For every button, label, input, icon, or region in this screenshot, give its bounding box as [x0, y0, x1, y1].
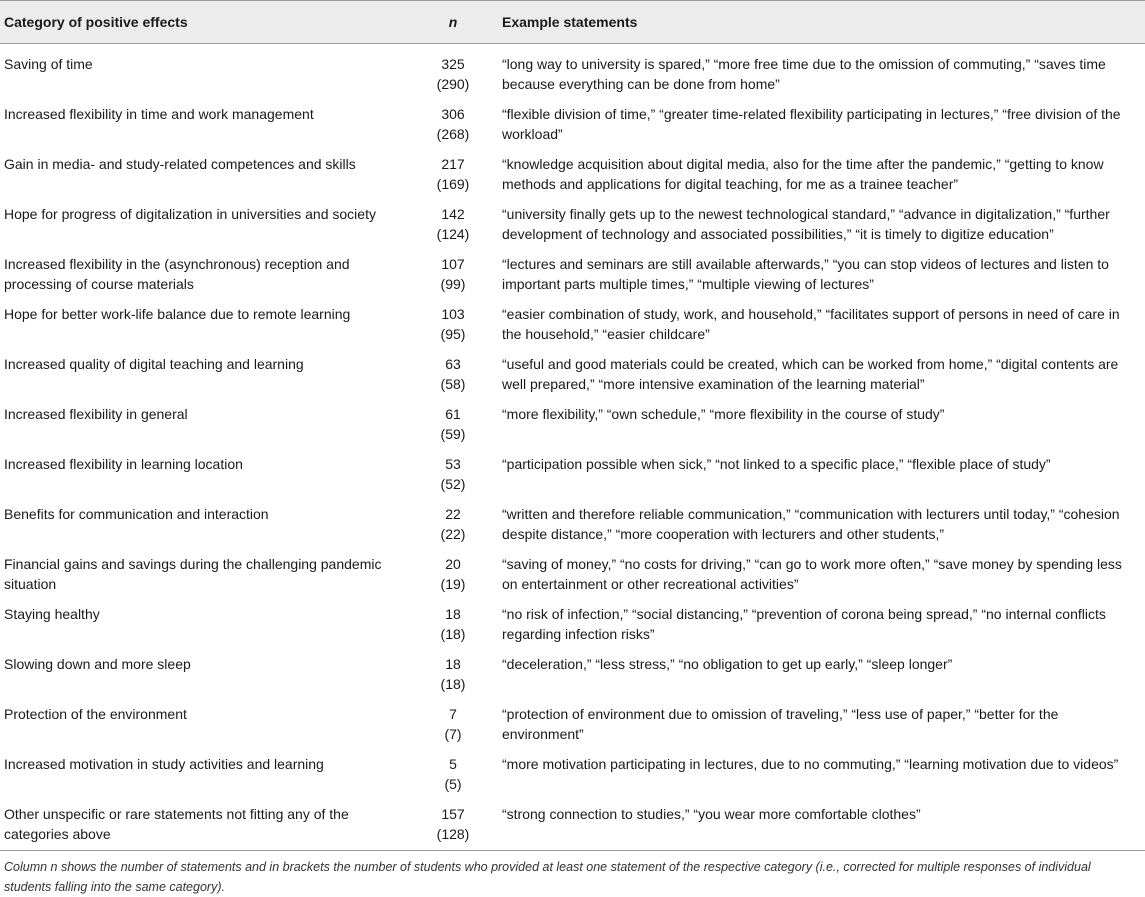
category-cell: Increased flexibility in time and work management	[4, 106, 314, 122]
examples-cell: “knowledge acquisition about digital media, also for the time after the pandemic,” “getting to know methods and applications for digital teaching, for me as a trainee teacher”	[502, 156, 1104, 192]
category-cell: Increased quality of digital teaching and learning	[4, 356, 304, 372]
student-count: (128)	[436, 826, 470, 842]
table-row	[0, 144, 1145, 194]
examples-cell: “deceleration,” “less stress,” “no obligation to get up early,” “sleep longer”	[502, 656, 953, 672]
table-row	[0, 544, 1145, 594]
examples-cell: “written and therefore reliable communication,” “communication with lecturers until today,” “cohesion despite distance,” “more cooperation with lecturers and other students,”	[502, 506, 1120, 542]
count-cell	[408, 794, 498, 851]
student-count: (18)	[440, 676, 466, 692]
table-row	[0, 744, 1145, 794]
category-cell: Benefits for communication and interaction	[4, 506, 269, 522]
student-count: (52)	[440, 476, 466, 492]
table-row	[0, 294, 1145, 344]
statement-count: 217	[441, 156, 465, 172]
examples-cell: “useful and good materials could be created, which can be worked from home,” “digital contents are well prepared,” “more intensive examination of the learning material”	[502, 356, 1119, 392]
examples-cell: “no risk of infection,” “social distancing,” “prevention of corona being spread,” “no internal conflicts regarding infection risks”	[502, 606, 1106, 642]
examples-cell: “lectures and seminars are still available afterwards,” “you can stop videos of lectures and listen to important parts multiple times,” “multiple viewing of lectures”	[502, 256, 1109, 292]
category-cell: Increased motivation in study activities and learning	[4, 756, 324, 772]
student-count: (59)	[440, 426, 466, 442]
category-cell: Other unspecific or rare statements not fitting any of the categories above	[0, 794, 408, 851]
category-cell: Increased flexibility in learning location	[4, 456, 243, 472]
examples-cell: “university finally gets up to the newest technological standard,” “advance in digitalization,” “further development of technology and associated possibilities,” “it is timely to digitize education”	[502, 206, 1110, 242]
table-header	[0, 1, 1145, 44]
statement-count: 7	[449, 706, 457, 722]
student-count: (169)	[436, 176, 470, 192]
table-row	[0, 394, 1145, 444]
student-count: (18)	[440, 626, 466, 642]
student-count: (95)	[440, 326, 466, 342]
header-examples: Example statements	[498, 1, 1145, 44]
statement-count: 53	[445, 456, 461, 472]
count-cell	[408, 494, 498, 544]
count-cell	[408, 244, 498, 294]
table-row	[0, 494, 1145, 544]
student-count: (124)	[436, 226, 470, 242]
examples-cell: “more flexibility,” “own schedule,” “more flexibility in the course of study”	[502, 406, 945, 422]
student-count: (290)	[436, 76, 470, 92]
count-cell	[408, 694, 498, 744]
category-cell: Financial gains and savings during the challenging pandemic situation	[4, 556, 382, 592]
student-count: (19)	[440, 576, 466, 592]
statement-count: 325	[441, 56, 465, 72]
examples-cell: “more motivation participating in lectures, due to no commuting,” “learning motivation due to videos”	[502, 756, 1119, 772]
table-row	[0, 44, 1145, 95]
table-body	[0, 44, 1145, 851]
statement-count: 157	[441, 806, 465, 822]
count-cell	[408, 444, 498, 494]
statement-count: 18	[445, 606, 461, 622]
count-cell	[408, 94, 498, 144]
count-cell	[408, 644, 498, 694]
statement-count: 61	[445, 406, 461, 422]
count-cell	[408, 344, 498, 394]
header-row	[0, 1, 1145, 44]
student-count: (268)	[436, 126, 470, 142]
student-count: (58)	[440, 376, 466, 392]
category-cell: Saving of time	[4, 56, 93, 72]
count-cell	[408, 544, 498, 594]
examples-cell: “participation possible when sick,” “not linked to a specific place,” “flexible place of study”	[502, 456, 1051, 472]
table-row	[0, 794, 1145, 851]
count-cell	[408, 44, 498, 95]
student-count: (99)	[440, 276, 466, 292]
examples-cell: “easier combination of study, work, and household,” “facilitates support of persons in need of care in the household,” “easier childcare”	[502, 306, 1120, 342]
category-cell: Hope for better work-life balance due to remote learning	[4, 306, 351, 322]
statement-count: 103	[441, 306, 465, 322]
table-row	[0, 594, 1145, 644]
statement-count: 18	[445, 656, 461, 672]
statement-count: 20	[445, 556, 461, 572]
table-row	[0, 94, 1145, 144]
student-count: (22)	[440, 526, 466, 542]
statement-count: 306	[441, 106, 465, 122]
count-cell	[408, 394, 498, 444]
table-row	[0, 194, 1145, 244]
table-row	[0, 444, 1145, 494]
table-row	[0, 244, 1145, 294]
category-cell: Protection of the environment	[4, 706, 187, 722]
count-cell	[408, 594, 498, 644]
category-cell: Increased flexibility in the (asynchronous) reception and processing of course materials	[4, 256, 350, 292]
statement-count: 107	[441, 256, 465, 272]
examples-cell: “strong connection to studies,” “you wear more comfortable clothes”	[498, 794, 1145, 851]
examples-cell: “protection of environment due to omission of traveling,” “less use of paper,” “better for the environment”	[502, 706, 1059, 742]
table-footnote: Column n shows the number of statements and in brackets the number of students who provided at least one statement of the respective category (i.e., corrected for multiple responses of individual students falling into the same category).	[4, 860, 1091, 894]
count-cell	[408, 194, 498, 244]
count-cell	[408, 144, 498, 194]
category-cell: Hope for progress of digitalization in universities and society	[4, 206, 376, 222]
student-count: (5)	[444, 776, 462, 792]
table-row	[0, 694, 1145, 744]
examples-cell: “flexible division of time,” “greater time-related flexibility participating in lectures,” “free division of the workload”	[502, 106, 1121, 142]
examples-cell: “long way to university is spared,” “more free time due to the omission of commuting,” “saves time because everything can be done from home”	[502, 56, 1106, 92]
category-cell: Staying healthy	[4, 606, 100, 622]
header-category: Category of positive effects	[0, 1, 408, 44]
statement-count: 142	[441, 206, 465, 222]
count-cell	[408, 744, 498, 794]
examples-cell: “saving of money,” “no costs for driving,” “can go to work more often,” “save money by spending less on entertainment or other recreational activities”	[502, 556, 1122, 592]
count-cell	[408, 294, 498, 344]
category-cell: Slowing down and more sleep	[4, 656, 191, 672]
statement-count: 22	[445, 506, 461, 522]
category-cell: Gain in media- and study-related competences and skills	[4, 156, 356, 172]
header-n: n	[408, 1, 498, 44]
category-cell: Increased flexibility in general	[4, 406, 188, 422]
table-row	[0, 344, 1145, 394]
table-row	[0, 644, 1145, 694]
statement-count: 5	[449, 756, 457, 772]
statement-count: 63	[445, 356, 461, 372]
student-count: (7)	[444, 726, 462, 742]
